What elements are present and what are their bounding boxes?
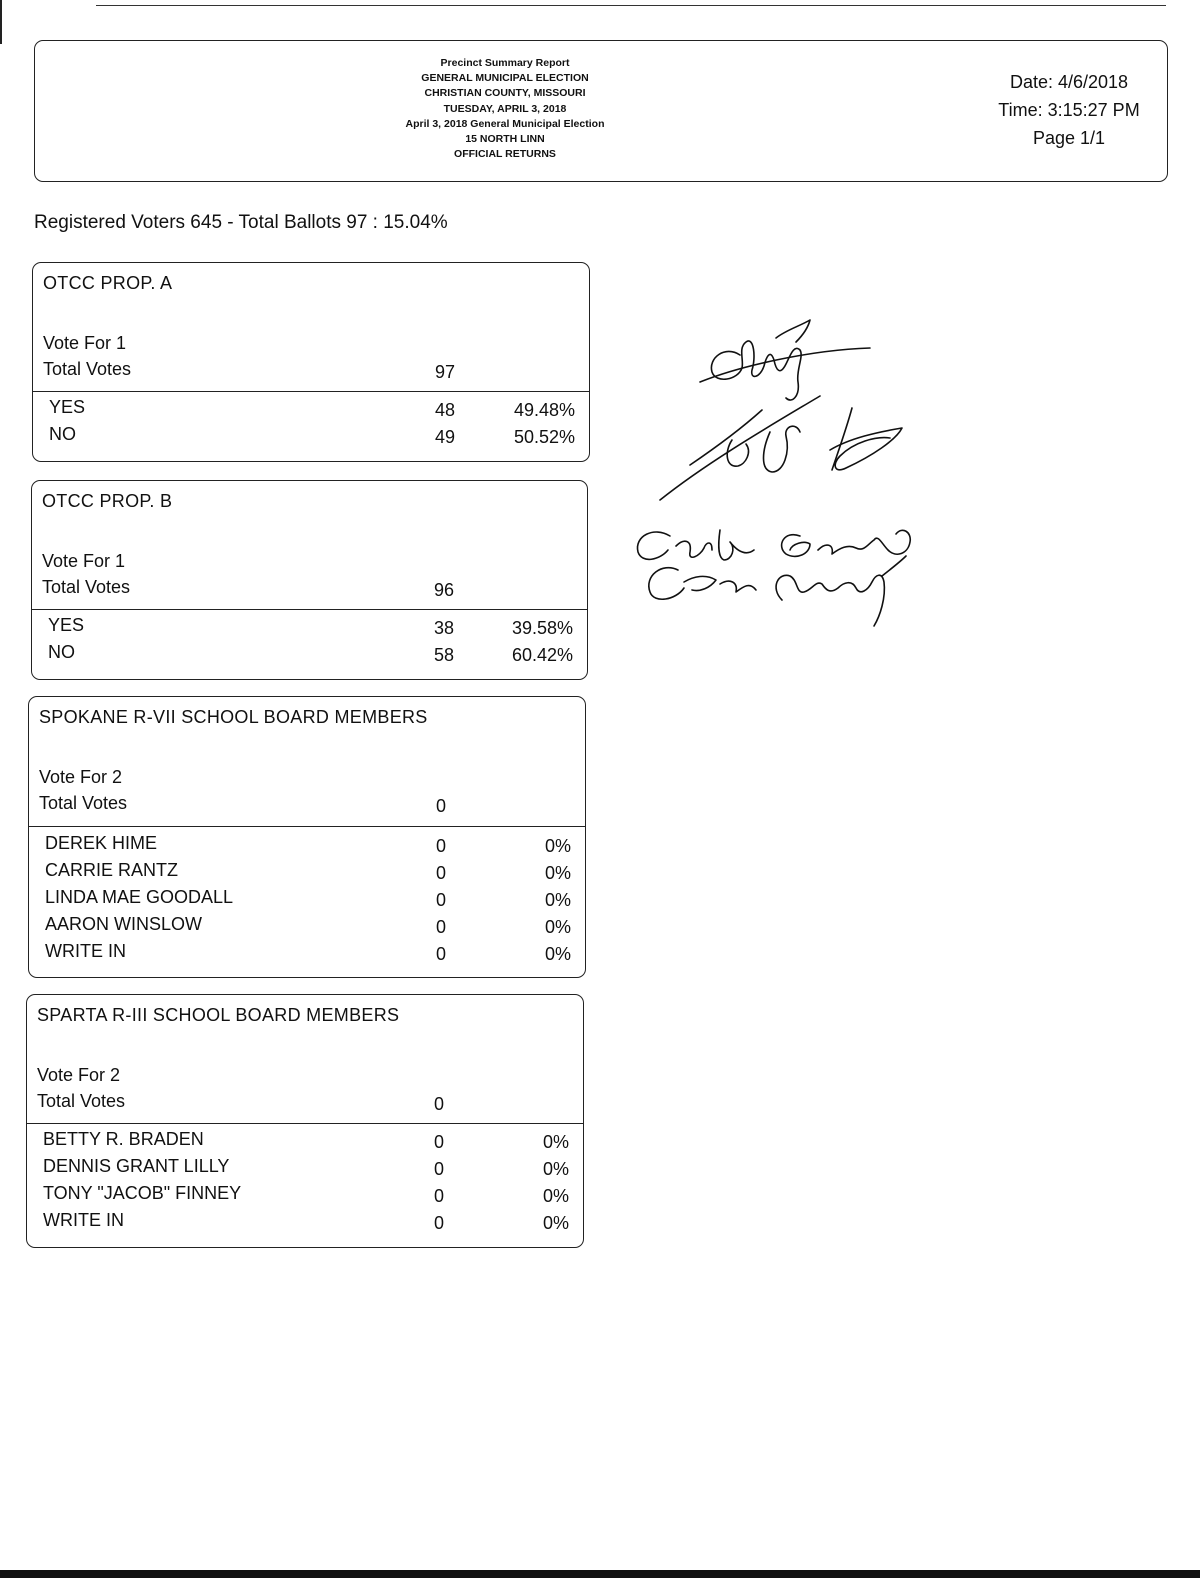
vote-for-label: Vote For 2: [37, 1065, 121, 1085]
candidate-name: DEREK HIME: [45, 833, 158, 853]
candidate-votes: 0: [433, 1186, 444, 1206]
election-date: TUESDAY, APRIL 3, 2018: [443, 102, 567, 115]
candidate-name: CARRIE RANTZ: [45, 860, 179, 880]
handwritten-signatures-icon: [620, 300, 930, 630]
candidate-row: [27, 1156, 583, 1183]
candidate-name: YES: [48, 615, 85, 635]
turnout-summary: Registered Voters 645 - Total Ballots 97 : 15.04%: [34, 212, 448, 233]
candidate-row: [29, 914, 585, 941]
vote-for-label: Vote For 1: [42, 551, 126, 571]
page-number: Page 1/1: [1032, 128, 1106, 148]
candidate-percent: 0%: [542, 1213, 569, 1233]
contest-title: OTCC PROP. B: [42, 491, 173, 511]
candidate-name: TONY "JACOB" FINNEY: [43, 1183, 242, 1203]
candidate-percent: 0%: [544, 863, 571, 883]
candidate-row: [33, 424, 589, 451]
contest-box: [31, 480, 588, 680]
candidate-percent: 0%: [544, 890, 571, 910]
candidate-row: [27, 1210, 583, 1237]
candidate-percent: 60.42%: [511, 645, 573, 665]
contest-divider: [27, 1123, 583, 1124]
report-title: Precinct Summary Report: [440, 57, 570, 69]
election-name: GENERAL MUNICIPAL ELECTION: [421, 72, 589, 85]
total-votes-label: Total Votes: [37, 1091, 126, 1111]
report-header: [34, 40, 1168, 182]
contest-box: [28, 696, 586, 978]
contest-title: SPOKANE R-VII SCHOOL BOARD MEMBERS: [39, 707, 428, 727]
candidate-row: [32, 615, 587, 642]
total-votes-label: Total Votes: [39, 793, 128, 813]
candidate-name: WRITE IN: [45, 941, 126, 961]
candidate-votes: 38: [433, 618, 455, 638]
candidate-votes: 0: [435, 863, 446, 883]
candidate-percent: 0%: [544, 836, 571, 856]
candidate-percent: 0%: [542, 1132, 569, 1152]
contest-divider: [33, 391, 589, 392]
candidate-votes: 48: [434, 400, 456, 420]
candidate-name: LINDA MAE GOODALL: [45, 887, 234, 907]
contest-divider: [29, 826, 585, 827]
candidate-row: [27, 1183, 583, 1210]
report-meta: [979, 68, 1159, 152]
candidate-row: [32, 642, 587, 669]
candidate-row: [29, 887, 585, 914]
candidate-name: NO: [48, 642, 75, 662]
county-name: CHRISTIAN COUNTY, MISSOURI: [424, 87, 586, 100]
total-votes-value: 0: [433, 1094, 444, 1114]
candidate-name: NO: [49, 424, 76, 444]
candidate-name: AARON WINSLOW: [45, 914, 203, 934]
contest-title: SPARTA R-III SCHOOL BOARD MEMBERS: [37, 1005, 400, 1025]
precinct-name: 15 NORTH LINN: [465, 133, 545, 146]
candidate-percent: 0%: [542, 1159, 569, 1179]
vote-for-label: Vote For 2: [39, 767, 123, 787]
election-description: April 3, 2018 General Municipal Election: [405, 117, 605, 130]
candidate-percent: 49.48%: [513, 400, 575, 420]
left-scan-mark: [0, 0, 2, 44]
candidate-votes: 49: [434, 427, 456, 447]
report-time: Time: 3:15:27 PM: [998, 100, 1140, 120]
total-votes-value: 97: [434, 362, 456, 382]
candidate-votes: 0: [433, 1132, 444, 1152]
candidate-votes: 0: [435, 944, 446, 964]
report-date: Date: 4/6/2018: [1009, 72, 1129, 92]
candidate-votes: 0: [435, 890, 446, 910]
candidate-row: [29, 860, 585, 887]
returns-status: OFFICIAL RETURNS: [454, 148, 556, 161]
candidate-row: [29, 833, 585, 860]
contest-box: [26, 994, 584, 1248]
candidate-votes: 0: [435, 836, 446, 856]
vote-for-label: Vote For 1: [43, 333, 127, 353]
contest-box: [32, 262, 590, 462]
candidate-percent: 0%: [544, 944, 571, 964]
candidate-row: [29, 941, 585, 968]
candidate-votes: 0: [435, 917, 446, 937]
candidate-votes: 58: [433, 645, 455, 665]
candidate-name: WRITE IN: [43, 1210, 124, 1230]
report-header-lines: [335, 56, 675, 162]
candidate-name: YES: [49, 397, 86, 417]
candidate-votes: 0: [433, 1159, 444, 1179]
total-votes-value: 0: [435, 796, 446, 816]
candidate-row: [27, 1129, 583, 1156]
candidate-row: [33, 397, 589, 424]
candidate-name: BETTY R. BRADEN: [43, 1129, 204, 1149]
candidate-votes: 0: [433, 1213, 444, 1233]
candidate-percent: 0%: [542, 1186, 569, 1206]
total-votes-label: Total Votes: [43, 359, 132, 379]
candidate-percent: 39.58%: [511, 618, 573, 638]
candidate-name: DENNIS GRANT LILLY: [43, 1156, 230, 1176]
contest-divider: [32, 609, 587, 610]
total-votes-value: 96: [433, 580, 455, 600]
candidate-percent: 50.52%: [513, 427, 575, 447]
candidate-percent: 0%: [544, 917, 571, 937]
total-votes-label: Total Votes: [42, 577, 131, 597]
bottom-scan-edge: [0, 1570, 1200, 1578]
top-scan-rule: [96, 5, 1166, 6]
contest-title: OTCC PROP. A: [43, 273, 173, 293]
